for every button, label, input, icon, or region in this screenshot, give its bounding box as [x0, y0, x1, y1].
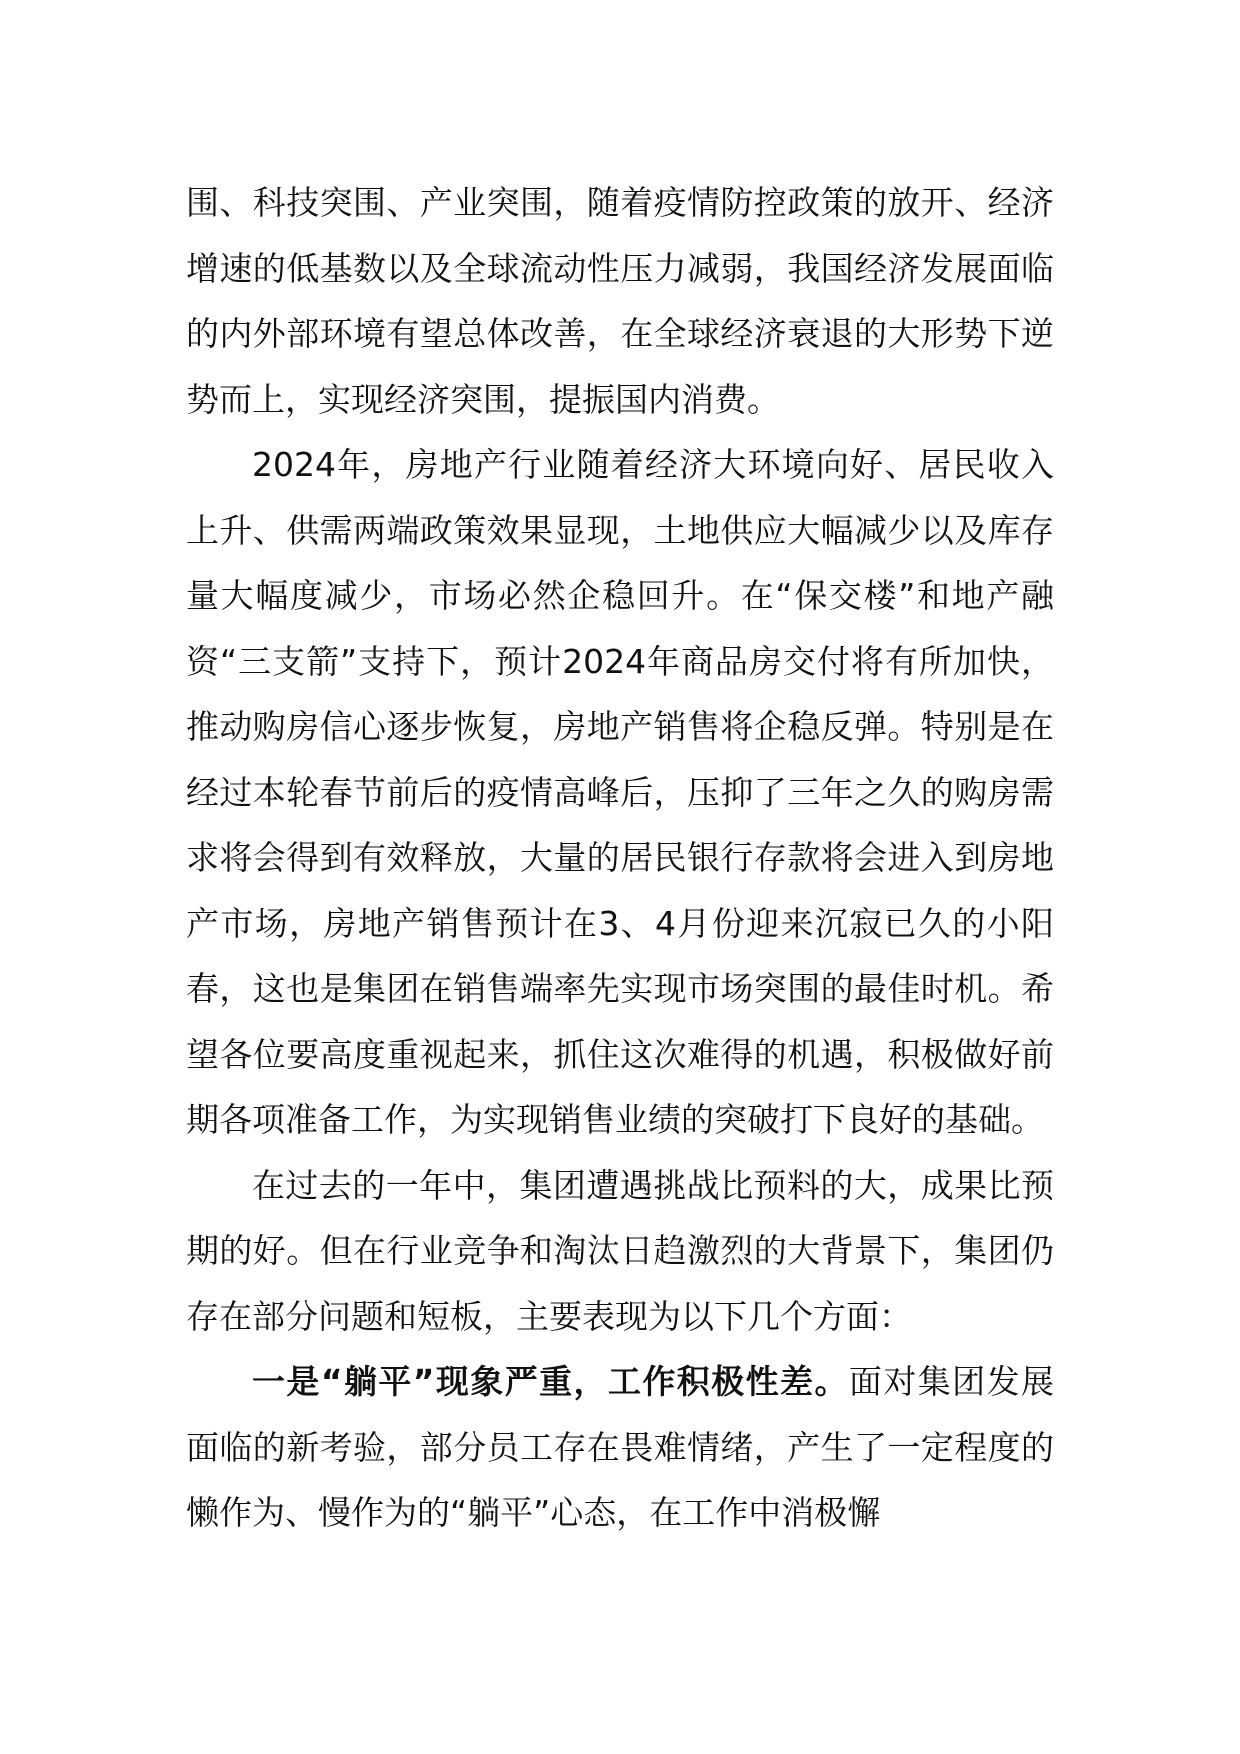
paragraph-4 — [186, 1349, 1054, 1546]
paragraph-2 — [186, 432, 1054, 1153]
paragraph-3 — [186, 1153, 1054, 1350]
paragraph-3-text: 在过去的一年中，集团遭遇挑战比预料的大，成果比预期的好。但在行业竞争和淘汰日趋激烈的大背景下，集团仍存在部分问题和短板，主要表现为以下几个方面： — [186, 1165, 1054, 1336]
paragraph-1-text: 围、科技突围、产业突围，随着疫情防控政策的放开、经济增速的低基数以及全球流动性压力减弱，我国经济发展面临的内外部环境有望总体改善，在全球经济衰退的大形势下逆势而上，实现经济突围，提振国内消费。 — [186, 183, 1054, 419]
document-body — [186, 170, 1054, 1546]
paragraph-2-text: 2024年，房地产行业随着经济大环境向好、居民收入上升、供需两端政策效果显现，土地供应大幅减少以及库存量大幅度减少，市场必然企稳回升。在“保交楼”和地产融资“三支箭”支持下，预计2024年商品房交付将有所加快，推动购房信心逐步恢复，房地产销售将企稳反弹。特别是在经过本轮春节前后的疫情高峰后，压抑了三年之久的购房需求将会得到有效释放，大量的居民银行存款将会进入到房地产市场，房地产销售预计在3、4月份迎来沉寂已久的小阳春，这也是集团在销售端率先实现市场突围的最佳时机。希望各位要高度重视起来，抓住这次难得的机遇，积极做好前期各项准备工作，为实现销售业绩的突破打下良好的基础。 — [186, 445, 1054, 1139]
paragraph-1 — [186, 170, 1054, 432]
paragraph-4-text: 面对集团发展面临的新考验，部分员工存在畏难情绪，产生了一定程度的懒作为、慢作为的“躺平”心态，在工作中消极懈 — [186, 1362, 1054, 1532]
paragraph-4-heading: 一是“躺平”现象严重，工作积极性差。 — [252, 1362, 849, 1401]
